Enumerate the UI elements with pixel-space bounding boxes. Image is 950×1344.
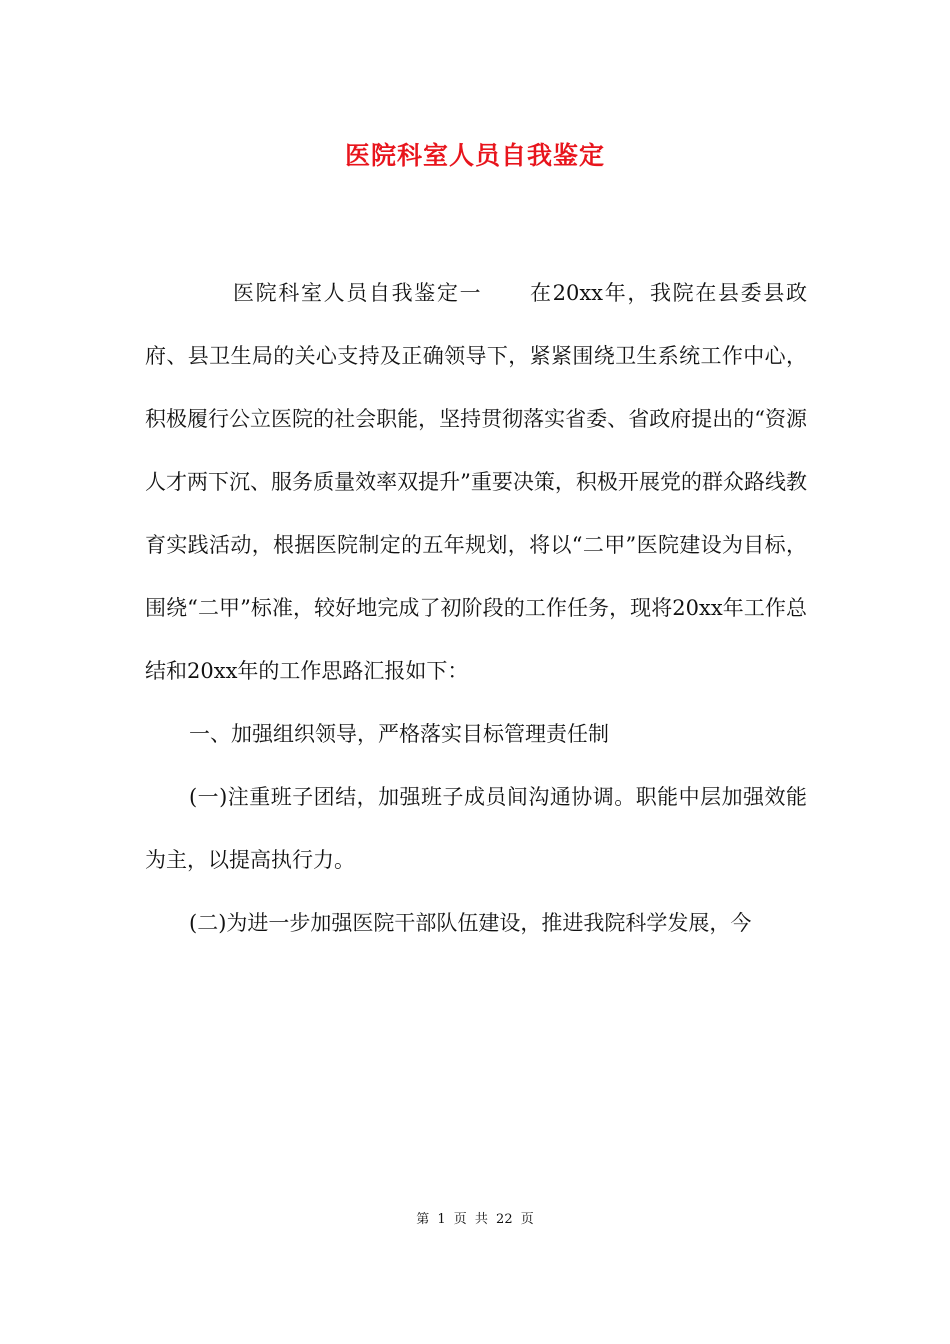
heading-one: 一、加强组织领导，严格落实目标管理责任制 — [189, 722, 609, 746]
section-heading: 医院科室人员自我鉴定一 — [233, 281, 483, 305]
item-one-paragraph: (一)注重班子团结，加强班子成员间沟通协调。职能中层加强效能为主，以提高执行力。 — [145, 785, 807, 872]
intro-paragraph — [145, 262, 807, 703]
page-number-footer: 第 1 页 共 22 页 — [416, 1212, 534, 1227]
item-two-paragraph: (二)为进一步加强医院干部队伍建设，推进我院科学发展，今 — [189, 911, 752, 935]
document-title: 医院科室人员自我鉴定 — [344, 141, 605, 170]
document-body — [145, 262, 807, 955]
intro-text: 在20xx年，我院在县委县政府、县卫生局的关心支持及正确领导下，紧紧围绕卫生系统工作中心，积极履行公立医院的社会职能，坚持贯彻落实省委、省政府提出的“资源人才两下沉、服务质量效率双提升”重要决策，积极开展党的群众路线教育实践活动，根据医院制定的五年规划，将以“二甲”医院建设为目标，围绕“二甲”标准，较好地完成了初阶段的工作任务，现将20xx年工作总结和20xx年的工作思路汇报如下： — [145, 281, 807, 683]
